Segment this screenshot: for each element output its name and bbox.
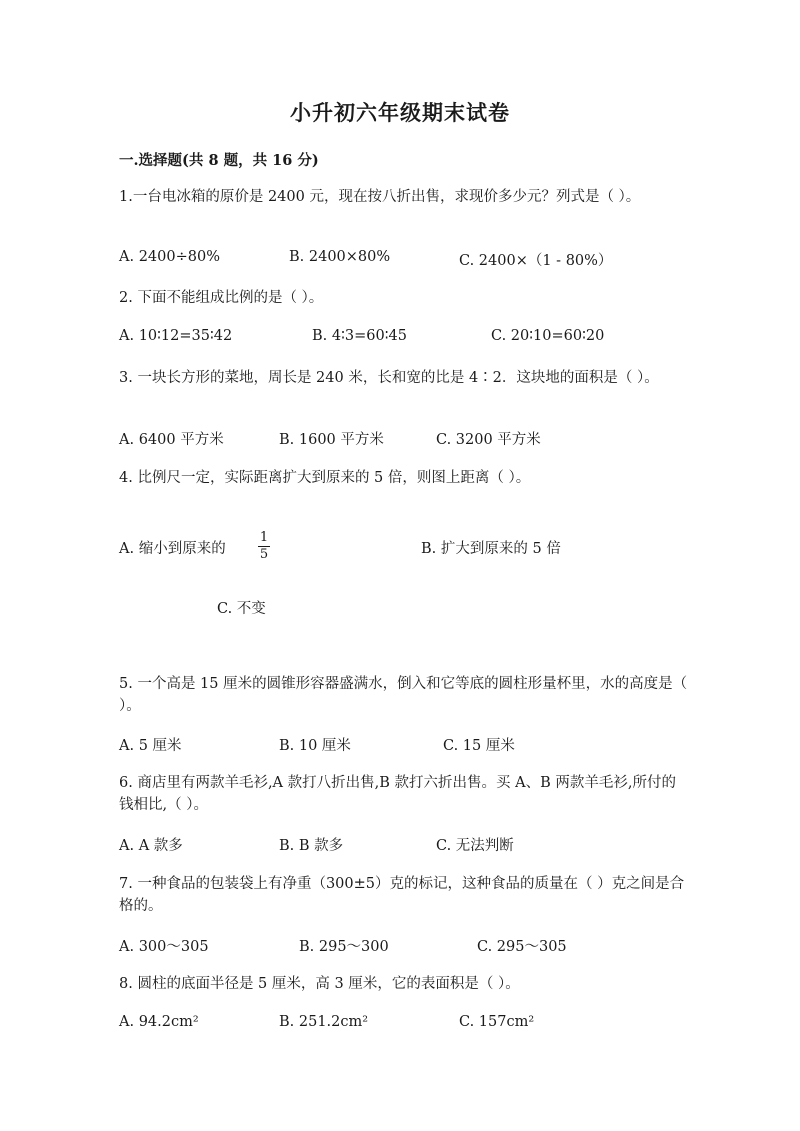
question-1: 1.一台电冰箱的原价是 2400 元，现在按八折出售，求现价多少元？列式是（ ）。 [119, 189, 641, 205]
question-4: 4. 比例尺一定，实际距离扩大到原来的 5 倍，则图上距离（ ）。 [119, 470, 531, 486]
q8-option-b: B. 251.2cm² [279, 1014, 369, 1030]
q3-option-a: A. 6400 平方米 [119, 432, 224, 448]
section-heading: 一.选择题(共 8 题，共 16 分) [119, 152, 319, 169]
q2-option-a: A. 10∶12=35∶42 [119, 328, 233, 344]
q5-option-a: A. 5 厘米 [119, 738, 182, 754]
q6-option-c: C. 无法判断 [436, 838, 514, 854]
q1-option-b: B. 2400×80% [289, 249, 391, 265]
q1-option-a: A. 2400÷80% [119, 249, 220, 265]
q4-option-a: A. 缩小到原来的 [119, 541, 226, 557]
q3-option-c: C. 3200 平方米 [436, 432, 541, 448]
question-8: 8. 圆柱的底面半径是 5 厘米，高 3 厘米，它的表面积是（ ）。 [119, 976, 520, 992]
q1-option-c: C. 2400×（1 - 80%） [459, 253, 613, 269]
q2-option-c: C. 20∶10=60∶20 [491, 328, 605, 344]
fraction-numerator: 1 [259, 530, 269, 545]
q4-option-c: C. 不变 [217, 601, 266, 617]
q2-option-b: B. 4∶3=60∶45 [312, 328, 407, 344]
one-fifth-fraction [258, 531, 270, 562]
q3-option-b: B. 1600 平方米 [279, 432, 384, 448]
fraction-denominator: 5 [259, 547, 269, 562]
q7-option-a: A. 300～305 [119, 939, 209, 955]
q5-option-b: B. 10 厘米 [279, 738, 351, 754]
q6-option-b: B. B 款多 [279, 838, 344, 854]
q8-option-c: C. 157cm² [459, 1014, 535, 1030]
question-6: 6. 商店里有两款羊毛衫,A 款打八折出售,B 款打六折出售。买 A、B 两款羊毛衫,所付的钱相比,（ ）。 [119, 775, 676, 813]
question-5: 5. 一个高是 15 厘米的圆锥形容器盛满水，倒入和它等底的圆柱形量杯里，水的高度是（ ）。 [119, 676, 688, 714]
q5-option-c: C. 15 厘米 [443, 738, 515, 754]
q8-option-a: A. 94.2cm² [119, 1014, 199, 1030]
question-2: 2. 下面不能组成比例的是（ ）。 [119, 290, 324, 306]
q7-option-c: C. 295～305 [477, 939, 567, 955]
q6-option-a: A. A 款多 [119, 838, 183, 854]
q7-option-b: B. 295～300 [299, 939, 389, 955]
q4-option-b: B. 扩大到原来的 5 倍 [421, 541, 561, 557]
exam-title: 小升初六年级期末试卷 [290, 100, 510, 125]
question-7: 7. 一种食品的包装袋上有净重（300±5）克的标记，这种食品的质量在（ ）克之间是合格的。 [119, 876, 685, 914]
question-3: 3. 一块长方形的菜地，周长是 240 米，长和宽的比是 4∶2．这块地的面积是（ ）。 [119, 370, 659, 386]
